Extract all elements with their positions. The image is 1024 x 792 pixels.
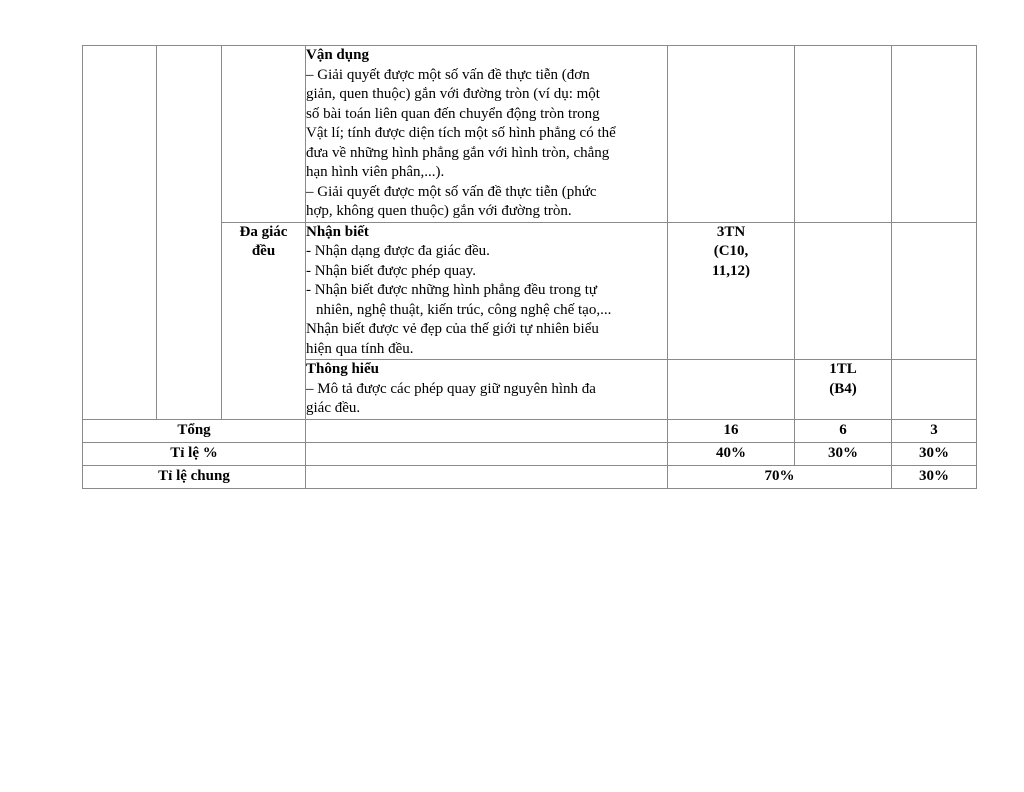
requirement-line: nhiên, nghệ thuật, kiến trúc, công nghệ chế tạo,... <box>316 301 612 318</box>
row-ti-le-chung <box>83 465 977 488</box>
overall-ratio-label: Tỉ lệ chung <box>83 465 306 488</box>
row-ti-le <box>83 442 977 465</box>
overall-ratio-nb-th: 70% <box>668 465 892 488</box>
ratio-vd: 30% <box>892 442 977 465</box>
ratio-nb: 40% <box>668 442 795 465</box>
total-label: Tổng <box>83 419 306 442</box>
count-cell-th <box>795 222 892 360</box>
chapter-cell <box>83 46 157 420</box>
level-heading: Thông hiểu <box>306 361 379 377</box>
level-heading: Vận dụng <box>306 47 369 63</box>
requirement-line: đưa về những hình phẳng gắn với hình tròn, chẳng <box>306 144 610 161</box>
topic-cell-empty <box>222 46 306 223</box>
requirement-line: – Mô tả được các phép quay giữ nguyên hình đa <box>306 380 596 397</box>
count-cell-nb <box>668 360 795 420</box>
count-cell-vd <box>892 46 977 223</box>
topic-cell <box>222 222 306 419</box>
question-count-cell: 1TL (B4) <box>795 360 892 420</box>
total-vd: 3 <box>892 419 977 442</box>
requirement-line: hạn hình viên phân,...). <box>306 164 445 180</box>
requirement-line: – Giải quyết được một số vấn đề thực tiễn (đơn <box>306 66 590 83</box>
total-th: 6 <box>795 419 892 442</box>
row-van-dung <box>83 46 977 223</box>
total-nb: 16 <box>668 419 795 442</box>
requirement-nhan-biet <box>306 222 668 360</box>
requirement-line: số bài toán liên quan đến chuyển động tròn trong <box>306 105 600 122</box>
blank-cell <box>306 419 668 442</box>
requirement-line: Vật lí; tính được diện tích một số hình phẳng có thể <box>306 125 616 141</box>
requirement-van-dung <box>306 46 668 223</box>
count-cell-vd <box>892 222 977 360</box>
requirement-line: giản, quen thuộc) gắn với đường tròn (ví dụ: một <box>306 86 600 102</box>
requirement-line: - Nhận biết được phép quay. <box>306 262 477 279</box>
requirement-line: Nhận biết được vẻ đẹp của thế giới tự nhiên biểu <box>306 321 599 337</box>
requirement-line: giác đều. <box>306 400 361 416</box>
content-cell <box>157 46 222 420</box>
level-heading: Nhận biết <box>306 223 369 240</box>
ratio-th: 30% <box>795 442 892 465</box>
overall-ratio-vd: 30% <box>892 465 977 488</box>
requirement-line: hiện qua tính đều. <box>306 340 414 357</box>
ratio-label: Tỉ lệ % <box>83 442 306 465</box>
requirement-line: – Giải quyết được một số vấn đề thực tiễn (phức <box>306 183 597 200</box>
question-count-cell: 3TN (C10, 11,12) <box>668 222 795 360</box>
topic-label: Đa giác đều <box>239 223 288 259</box>
blank-cell <box>306 442 668 465</box>
requirement-line: - Nhận biết được những hình phẳng đều trong tự <box>306 282 598 298</box>
row-tong <box>83 419 977 442</box>
count-cell-nb <box>668 46 795 223</box>
requirement-line: - Nhận dạng được đa giác đều. <box>306 243 490 259</box>
count-cell-th <box>795 46 892 223</box>
requirement-thong-hieu <box>306 360 668 420</box>
assessment-matrix-table <box>82 45 977 489</box>
count-cell-vd <box>892 360 977 420</box>
blank-cell <box>306 465 668 488</box>
requirement-line: hợp, không quen thuộc) gắn với đường tròn. <box>306 203 572 219</box>
